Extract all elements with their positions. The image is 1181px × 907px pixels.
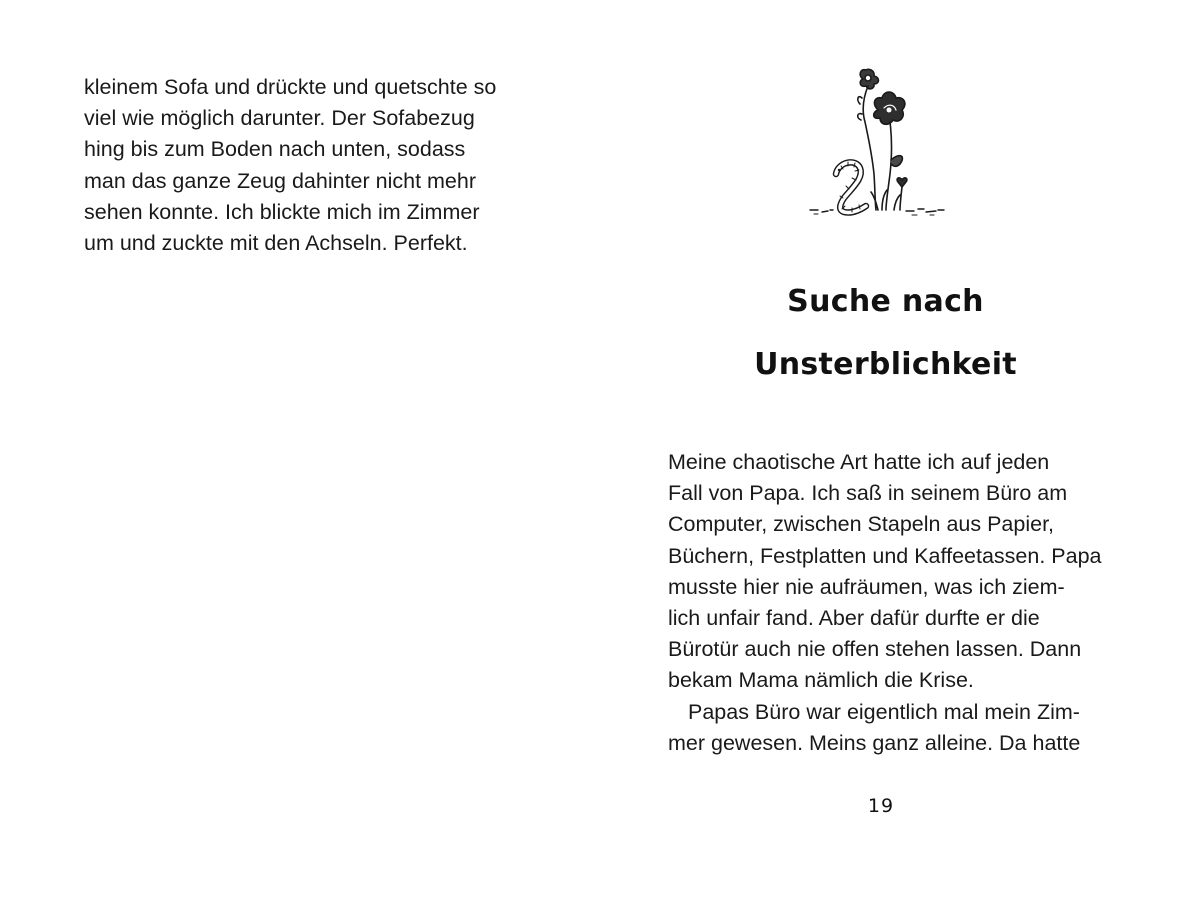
text-line: kleinem Sofa und drückte und quetschte so bbox=[84, 75, 497, 99]
text-line: Papas Büro war eigentlich mal mein Zim- bbox=[688, 699, 1080, 724]
text-line: mer gewesen. Meins ganz alleine. Da hatte bbox=[668, 730, 1081, 755]
text-line: um und zuckte mit den Achseln. Perfekt. bbox=[84, 231, 468, 256]
text-line: Büchern, Festplatten und Kaffeetassen. Papa bbox=[668, 543, 1102, 568]
chapter-title-line-2: Unsterblichkeit bbox=[754, 347, 1017, 382]
left-page-text bbox=[84, 72, 496, 259]
text-line: bekam Mama nämlich die Krise. bbox=[668, 668, 974, 693]
right-page bbox=[590, 0, 1181, 907]
text-line: man das ganze Zeug dahinter nicht mehr bbox=[84, 168, 477, 193]
right-page-text bbox=[668, 447, 1102, 759]
text-line: viel wie möglich darunter. Der Sofabezug bbox=[84, 106, 475, 131]
text-line: Computer, zwischen Stapeln aus Papier, bbox=[668, 512, 1055, 537]
chapter-title-line-1: Suche nach bbox=[787, 284, 984, 319]
text-line: sehen konnte. Ich blickte mich im Zimmer bbox=[84, 199, 480, 224]
text-line: Bürotür auch nie offen stehen lassen. Dann bbox=[668, 637, 1082, 662]
text-line: Meine chaotische Art hatte ich auf jeden bbox=[668, 450, 1050, 474]
text-line: Fall von Papa. Ich saß in seinem Büro am bbox=[668, 481, 1068, 506]
text-line: hing bis zum Boden nach unten, sodass bbox=[84, 137, 466, 162]
text-line: musste hier nie aufräumen, was ich ziem- bbox=[668, 574, 1065, 599]
page-number: 19 bbox=[867, 795, 895, 817]
flower-worm-2-illustration bbox=[808, 64, 948, 224]
left-page bbox=[0, 0, 590, 907]
text-line: lich unfair fand. Aber dafür durfte er die bbox=[668, 606, 1040, 631]
